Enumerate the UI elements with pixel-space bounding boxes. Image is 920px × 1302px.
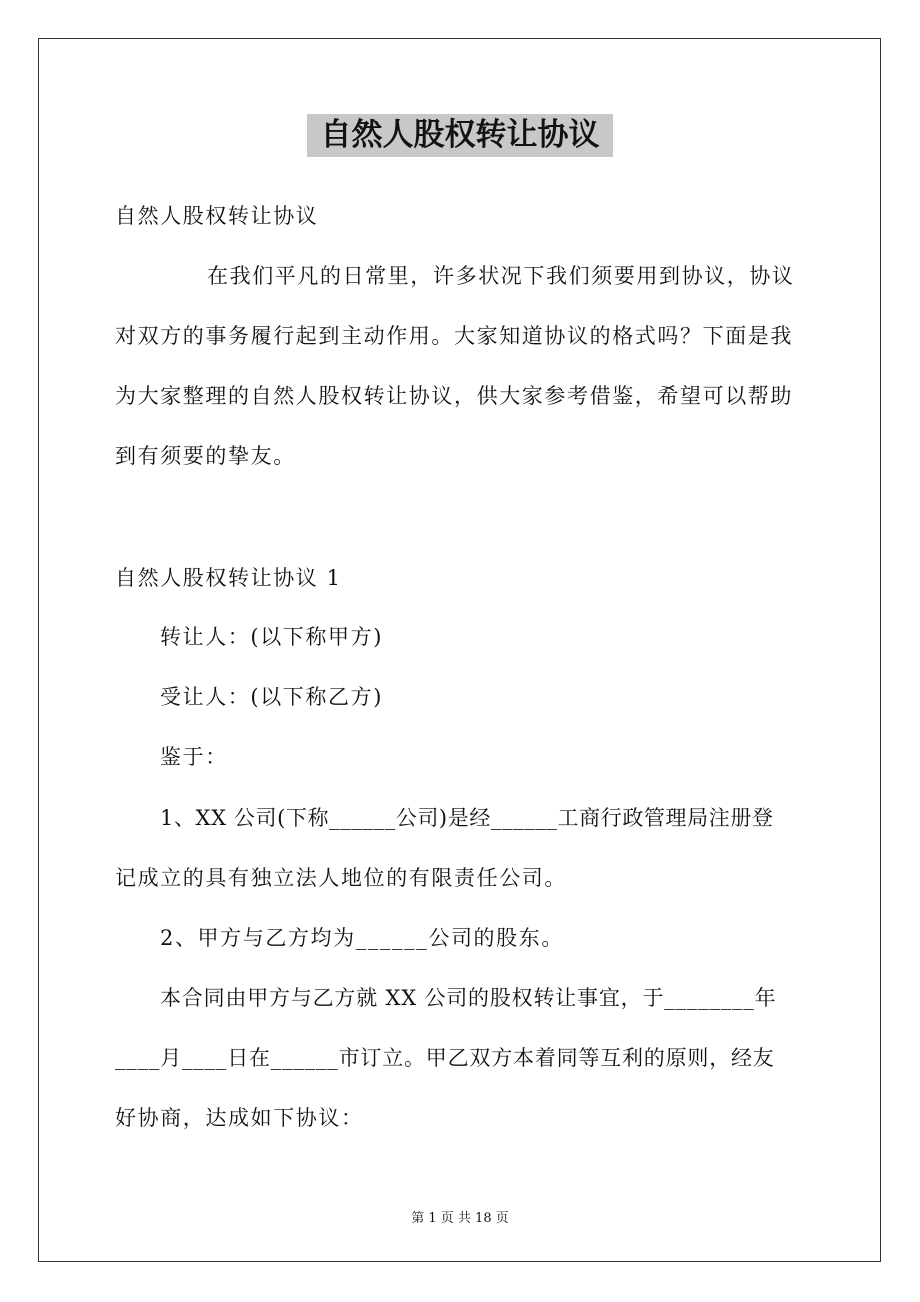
transferee-line: 受让人：(以下称乙方) (160, 685, 383, 709)
whereas-line: 鉴于： (160, 745, 228, 769)
page-number: 第 1 页 共 18 页 (411, 1211, 509, 1226)
clause-1-line: 记成立的具有独立法人地位的有限责任公司。 (115, 866, 567, 890)
paragraph-line: 好协商，达成如下协议： (115, 1106, 364, 1130)
transferor-line: 转让人：(以下称甲方) (160, 625, 383, 649)
subtitle: 自然人股权转让协议 (115, 204, 319, 228)
paragraph-line: 本合同由甲方与乙方就 XX 公司的股权转让事宜，于________年 (160, 986, 777, 1010)
section-heading: 自然人股权转让协议 1 (115, 566, 342, 590)
clause-1-line: 1、XX 公司(下称______公司)是经______工商行政管理局注册登 (160, 806, 774, 830)
paragraph-line: ____月____日在______市订立。甲乙双方本着同等互利的原则，经友 (115, 1046, 775, 1070)
paragraph-line: 在我们平凡的日常里，许多状况下我们须要用到协议，协议 (207, 264, 795, 288)
paragraph-line: 为大家整理的自然人股权转让协议，供大家参考借鉴，希望可以帮助 (115, 384, 793, 408)
clause-2-line: 2、甲方与乙方均为______公司的股东。 (160, 926, 564, 950)
paragraph-line: 对双方的事务履行起到主动作用。大家知道协议的格式吗？下面是我 (115, 324, 793, 348)
document-title: 自然人股权转让协议 (307, 114, 613, 157)
paragraph-line: 到有须要的挚友。 (115, 444, 296, 468)
